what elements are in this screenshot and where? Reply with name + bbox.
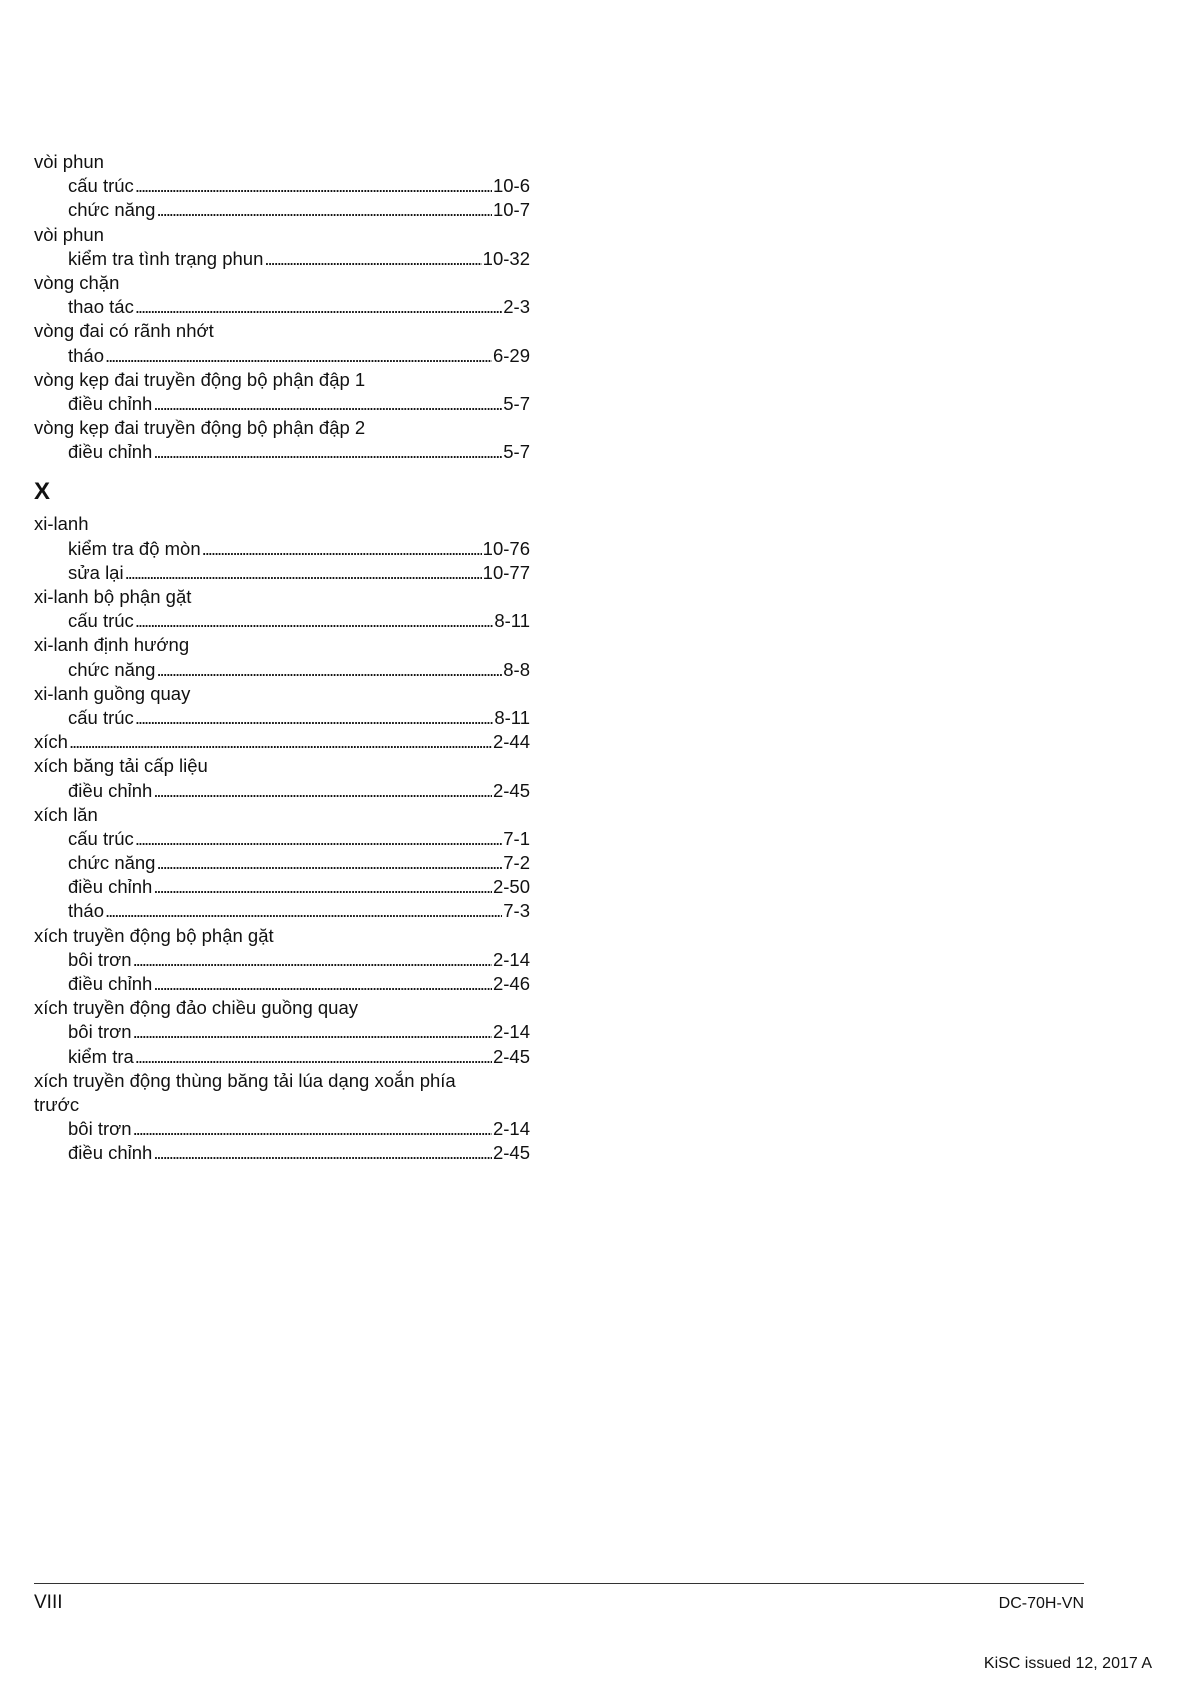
index-term: xích lăn [34,803,98,825]
index-term: kiểm tra độ mòn [68,537,201,559]
dot-leader [156,851,502,875]
index-term: xích băng tải cấp liệu [34,755,208,777]
index-term: thao tác [68,296,134,318]
index-term: kiểm tra [68,1045,134,1067]
index-term: cấu trúc [68,827,134,849]
dot-leader [105,344,492,368]
index-entry [34,682,530,706]
index-term: vòi phun [34,223,104,245]
index-page-ref: 2-45 [492,1045,530,1067]
index-page-ref: 2-50 [492,876,530,898]
index-subentry [34,295,530,319]
index-term: vòi phun [34,151,104,172]
index-subentry [34,247,530,271]
index-subentry [34,851,530,875]
index-subentry [34,198,530,222]
index-page-ref: 10-32 [482,247,530,269]
index-term: cấu trúc [68,610,134,632]
index-entry [34,368,530,392]
section-letter: X [34,478,51,506]
dot-leader [135,174,492,198]
page-number: VIII [34,1592,63,1613]
index-subentry [34,344,530,368]
index-term: xi-lanh bộ phận gặt [34,586,192,607]
index-entry [34,512,530,536]
dot-leader [69,730,492,754]
dot-leader [133,948,492,972]
index-term: xích [34,731,68,753]
index-page-ref: 8-11 [494,706,530,728]
index-subentry [34,440,530,464]
index-term: tháo [68,344,105,366]
index-entry [34,633,530,657]
index-term: xích truyền động đảo chiều guồng quay [34,997,358,1019]
index-subentry [34,1020,530,1044]
index-page-ref: 2-14 [492,948,530,970]
index-page-ref: 10-76 [482,537,530,559]
index-entry [34,730,530,754]
index-term: kiểm tra tình trạng phun [68,247,264,269]
index-page-ref: 10-6 [492,175,530,197]
index-term: vòng kẹp đai truyền động bộ phận đập 2 [34,417,366,439]
dot-leader [133,1117,492,1141]
index-entry [34,803,530,827]
index-term: chức năng [68,199,156,221]
index-entry [34,996,530,1020]
index-page-ref: 2-46 [492,973,530,994]
index-subentry [34,537,530,561]
index-page-ref: 8-8 [503,658,530,680]
dot-leader [125,561,482,585]
index-page-ref: 2-14 [492,1021,530,1043]
index-subentry [34,827,530,851]
index-subentry [34,899,530,923]
index-term: bôi trơn [68,948,132,970]
index-page-ref: 2-45 [492,779,530,801]
index-list [34,150,530,1166]
index-term: điều chỉnh [68,779,153,801]
index-term: chức năng [68,658,156,680]
dot-leader [135,295,502,319]
index-term: cấu trúc [68,175,134,197]
dot-leader [202,537,482,561]
dot-leader [135,609,494,633]
index-term: điều chỉnh [68,876,153,898]
index-entry [34,416,530,440]
index-page-ref: 7-1 [503,827,530,849]
index-entry [34,585,530,609]
index-page-ref: 10-77 [482,561,530,583]
index-page-ref: 8-11 [494,610,530,632]
index-subentry [34,1045,530,1069]
index-page-ref: 2-3 [503,296,530,318]
index-subentry [34,948,530,972]
model-code: DC-70H-VN [998,1595,1084,1612]
index-page-ref: 2-45 [492,1142,530,1164]
index-subentry [34,1117,530,1141]
index-term: cấu trúc [68,706,134,728]
issued-note: KiSC issued 12, 2017 A [983,1655,1152,1672]
index-subentry [34,658,530,682]
index-subentry [34,875,530,899]
dot-leader [156,658,502,682]
index-subentry [34,1141,530,1165]
index-term: điều chỉnh [68,1142,153,1164]
dot-leader [153,392,502,416]
index-term: điều chỉnh [68,441,153,463]
dot-leader [135,827,502,851]
index-page-ref: 5-7 [503,392,530,414]
index-term: điều chỉnh [68,973,153,994]
index-term: vòng đai có rãnh nhớt [34,320,214,342]
index-term: sửa lại [68,561,124,583]
index-entry [34,150,530,174]
index-entry [34,223,530,247]
dot-leader [133,1020,492,1044]
dot-leader [153,1141,492,1165]
index-term: chức năng [68,852,156,874]
index-term: xích truyền động thùng băng tải lúa dạng xoắn phía trước [34,1069,456,1115]
index-term: vòng kẹp đai truyền động bộ phận đập 1 [34,368,366,390]
dot-leader [135,1045,492,1069]
index-entry [34,319,530,343]
dot-leader [135,706,494,730]
index-term: xi-lanh định hướng [34,634,190,656]
index-term: xích truyền động bộ phận gặt [34,924,274,946]
dot-leader [153,972,492,996]
index-subentry [34,609,530,633]
index-term: vòng chặn [34,271,120,293]
dot-leader [156,198,492,222]
index-entry [34,924,530,948]
dot-leader [153,779,492,803]
index-term: bôi trơn [68,1118,132,1140]
index-subentry [34,706,530,730]
dot-leader [264,247,481,271]
index-subentry [34,972,530,996]
index-term: bôi trơn [68,1021,132,1043]
index-term: điều chỉnh [68,392,153,414]
dot-leader [153,440,502,464]
index-subentry [34,561,530,585]
dot-leader [105,899,502,923]
dot-leader [153,875,492,899]
index-page-ref: 7-3 [503,900,530,922]
index-entry [34,754,530,778]
index-page-ref: 6-29 [492,344,530,366]
index-entry [34,1069,504,1117]
index-page-ref: 7-2 [503,852,530,874]
index-entry [34,271,530,295]
index-term: xi-lanh guồng quay [34,682,191,704]
index-page-ref: 2-44 [492,731,530,753]
index-page-ref: 10-7 [492,199,530,221]
index-subentry [34,174,530,198]
index-subentry [34,392,530,416]
footer-rule [34,1583,1084,1584]
index-term: xi-lanh [34,513,89,535]
index-page-ref: 5-7 [503,441,530,463]
index-term: tháo [68,900,105,922]
index-page-ref: 2-14 [492,1118,530,1140]
index-subentry [34,779,530,803]
